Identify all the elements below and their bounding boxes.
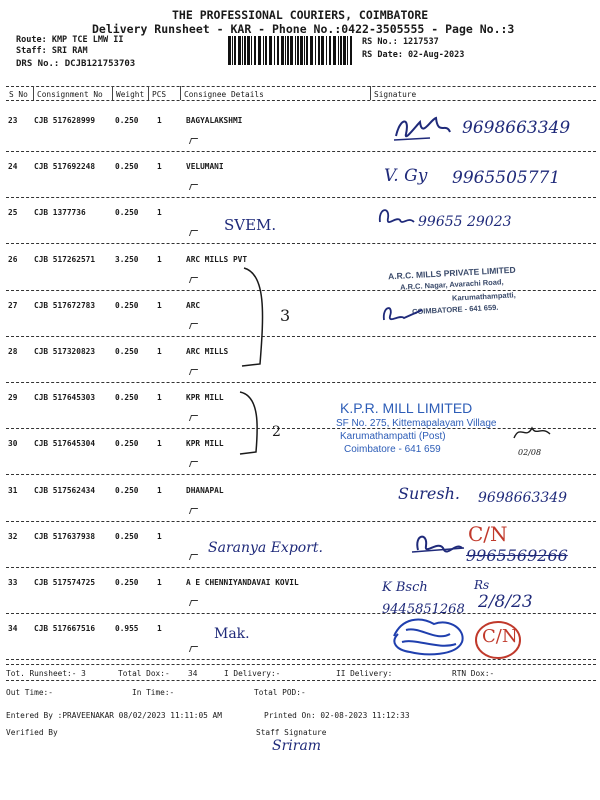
- check-mark: [189, 369, 198, 375]
- phone-33: 9445851268: [382, 602, 465, 617]
- row-separator: [6, 428, 596, 429]
- col-signature: Signature: [374, 90, 417, 99]
- row-weight: 0.250: [115, 486, 139, 495]
- row-weight: 0.250: [115, 578, 139, 587]
- route: Route: KMP TCE LMW II: [16, 35, 124, 45]
- signature-31: Suresh.: [398, 484, 460, 503]
- row-consignment: CJB 517645303: [34, 393, 96, 402]
- row-sno: 29: [8, 393, 18, 402]
- row-pcs: 1: [157, 208, 162, 217]
- row-pcs: 1: [157, 162, 162, 171]
- row-consignee: A E CHENNIYANDAVAI KOVIL: [186, 578, 299, 587]
- row-separator: [6, 151, 596, 152]
- check-mark: [189, 554, 198, 560]
- signature-27: [378, 298, 428, 328]
- rtn-dox: RTN Dox:-: [452, 669, 495, 678]
- signature-23: [390, 112, 460, 148]
- row-consignment: CJB 517562434: [34, 486, 96, 495]
- row-consignment: CJB 517672783: [34, 301, 96, 310]
- signature-25: [374, 204, 418, 234]
- staff: Staff: SRI RAM: [16, 46, 88, 56]
- phone-25: 99655 29023: [418, 214, 512, 230]
- check-mark: [189, 323, 198, 329]
- row-consignment: CJB 517262571: [34, 255, 96, 264]
- arc-stamp-line-2: A.R.C. Nagar, Avarachi Road,: [399, 277, 504, 292]
- entered-by: Entered By :PRAVEENAKAR 08/02/2023 11:11:05 AM: [6, 711, 222, 720]
- row-consignee: ARC MILLS PVT: [186, 255, 248, 264]
- total-dox-value: 34: [188, 669, 198, 678]
- consignee-32: Saranya Export.: [208, 540, 323, 556]
- bracket-count-2: 2: [272, 424, 281, 440]
- drs-number: DRS No.: DCJB121753703: [16, 59, 136, 69]
- rs-date: RS Date: 02-Aug-2023: [362, 50, 465, 60]
- col-consignment: Consignment No: [37, 90, 103, 99]
- row-pcs: 1: [157, 486, 162, 495]
- arc-stamp-line-3: Karumathampatti,: [451, 290, 516, 303]
- row-consignment: CJB 517574725: [34, 578, 96, 587]
- row-consignee: KPR MILL: [186, 393, 224, 402]
- runsheet-title: Delivery Runsheet - KAR - Phone No.:0422-3505555 - Page No.:3: [92, 22, 515, 36]
- company-name: THE PROFESSIONAL COURIERS, COIMBATORE: [172, 8, 429, 22]
- out-time: Out Time:-: [6, 688, 53, 697]
- row-weight: 0.250: [115, 162, 139, 171]
- check-mark: [189, 184, 198, 190]
- row-separator: [6, 567, 596, 568]
- row-consignment: CJB 517628999: [34, 116, 96, 125]
- row-separator: [6, 613, 596, 614]
- row-sno: 34: [8, 624, 18, 633]
- row-pcs: 1: [157, 624, 162, 633]
- row-separator: [6, 336, 596, 337]
- kpr-stamp-line-1: K.P.R. MILL LIMITED: [340, 400, 473, 416]
- verified-by: Verified By: [6, 728, 58, 737]
- rs-mark-33: Rs: [474, 578, 490, 592]
- cn-mark-32: C/N: [468, 522, 508, 546]
- row-sno: 32: [8, 532, 18, 541]
- rs-number: RS No.: 1217537: [362, 37, 439, 47]
- row-weight: 0.250: [115, 347, 139, 356]
- check-mark: [189, 415, 198, 421]
- row-consignee: ARC: [186, 301, 201, 310]
- row-weight: 0.250: [115, 393, 139, 402]
- phone-31: 9698663349: [478, 490, 568, 506]
- bracket-count-3: 3: [280, 306, 291, 325]
- row-consignment: CJB 517667516: [34, 624, 96, 633]
- tot-runsheet: Tot. Runsheet:- 3: [6, 669, 86, 678]
- bracket-rows-26-28: [238, 264, 278, 370]
- row-pcs: 1: [157, 116, 162, 125]
- row-consignee: KPR MILL: [186, 439, 224, 448]
- i-delivery: I Delivery:-: [224, 669, 281, 678]
- in-time: In Time:-: [132, 688, 175, 697]
- row-sno: 30: [8, 439, 18, 448]
- ii-delivery: II Delivery:: [336, 669, 393, 678]
- kpr-date: 02/08: [518, 448, 542, 457]
- row-weight: 0.250: [115, 208, 139, 217]
- cn-mark-34: C/N: [482, 626, 518, 647]
- row-separator: [6, 197, 596, 198]
- consignee-25: SVEM.: [224, 216, 277, 234]
- row-pcs: 1: [157, 532, 162, 541]
- staff-signature: Sriram: [272, 738, 322, 754]
- col-sno: S No: [9, 90, 28, 99]
- barcode: [226, 36, 356, 65]
- check-mark: [189, 461, 198, 467]
- phone-24: 9965505771: [452, 168, 561, 188]
- row-consignment: CJB 517692248: [34, 162, 96, 171]
- row-sno: 31: [8, 486, 18, 495]
- row-consignment: CJB 517637938: [34, 532, 96, 541]
- row-pcs: 1: [157, 255, 162, 264]
- printed-on: Printed On: 02-08-2023 11:12:33: [264, 711, 410, 720]
- row-weight: 3.250: [115, 255, 139, 264]
- check-mark: [189, 138, 198, 144]
- check-mark: [189, 646, 198, 652]
- row-weight: 0.955: [115, 624, 139, 633]
- row-sno: 27: [8, 301, 18, 310]
- signature-32: [410, 528, 466, 562]
- scribble-34: [386, 612, 472, 660]
- signature-kpr: [510, 418, 554, 448]
- row-sno: 26: [8, 255, 18, 264]
- signature-33: K Bsch: [382, 580, 428, 595]
- row-weight: 0.250: [115, 301, 139, 310]
- row-sno: 28: [8, 347, 18, 356]
- check-mark: [189, 277, 198, 283]
- kpr-stamp-line-2: SF No. 275, Kittemapalayam Village: [336, 418, 497, 429]
- arc-stamp-line-1: A.R.C. MILLS PRIVATE LIMITED: [387, 264, 516, 282]
- row-pcs: 1: [157, 393, 162, 402]
- row-consignee: BAGYALAKSHMI: [186, 116, 243, 125]
- check-mark: [189, 230, 198, 236]
- row-separator: [6, 382, 596, 383]
- row-pcs: 1: [157, 439, 162, 448]
- date-33: 2/8/23: [478, 592, 533, 612]
- row-consignee: ARC MILLS: [186, 347, 229, 356]
- row-pcs: 1: [157, 578, 162, 587]
- row-sno: 23: [8, 116, 18, 125]
- row-weight: 0.250: [115, 439, 139, 448]
- arc-stamp-line-4: COIMBATORE - 641 659.: [411, 302, 499, 317]
- row-consignment: CJB 517320823: [34, 347, 96, 356]
- row-pcs: 1: [157, 347, 162, 356]
- col-pcs: PCS: [152, 90, 167, 99]
- row-consignee: DHANAPAL: [186, 486, 224, 495]
- row-separator: [6, 243, 596, 244]
- col-weight: Weight: [116, 90, 145, 99]
- bracket-rows-29-30: [236, 388, 276, 458]
- row-pcs: 1: [157, 301, 162, 310]
- row-weight: 0.250: [115, 532, 139, 541]
- row-weight: 0.250: [115, 116, 139, 125]
- staff-signature-label: Staff Signature: [256, 728, 327, 737]
- kpr-stamp-line-4: Coimbatore - 641 659: [344, 444, 441, 455]
- check-mark: [189, 600, 198, 606]
- row-consignment: CJB 1377736: [34, 208, 86, 217]
- total-dox-label: Total Dox:-: [118, 669, 170, 678]
- phone-23: 9698663349: [462, 118, 571, 138]
- row-consignee: VELUMANI: [186, 162, 224, 171]
- check-mark: [189, 508, 198, 514]
- col-consignee: Consignee Details: [184, 90, 264, 99]
- row-sno: 25: [8, 208, 18, 217]
- consignee-34: Mak.: [214, 626, 250, 642]
- total-pod: Total POD:-: [254, 688, 306, 697]
- signature-24: V. Gy: [384, 166, 428, 186]
- kpr-stamp-line-3: Karumathampatti (Post): [340, 431, 446, 442]
- row-separator: [6, 474, 596, 475]
- phone-32: 9965569266: [466, 546, 568, 565]
- row-consignment: CJB 517645304: [34, 439, 96, 448]
- row-sno: 33: [8, 578, 18, 587]
- row-sno: 24: [8, 162, 18, 171]
